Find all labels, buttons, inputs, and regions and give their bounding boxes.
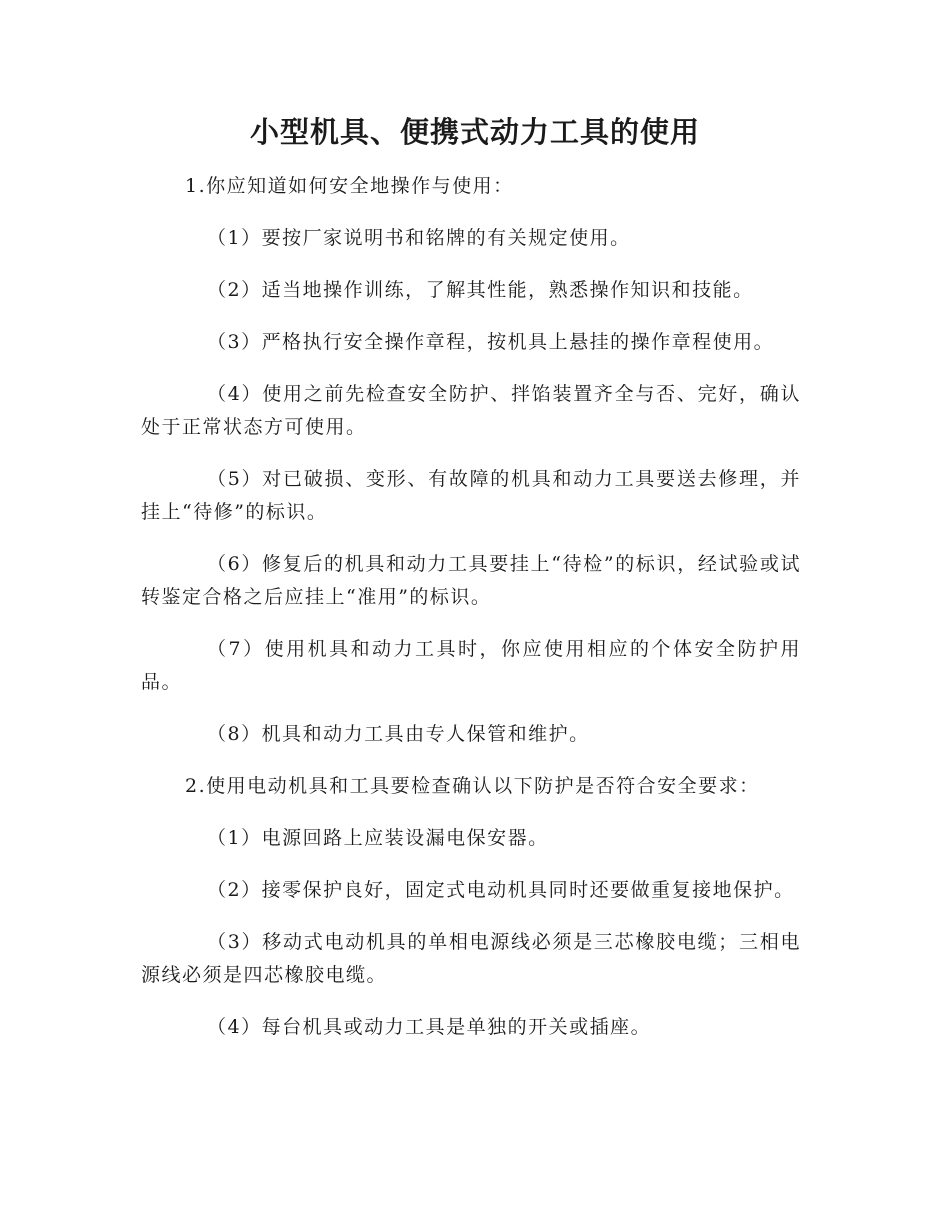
list-item-1-3: （3）严格执行安全操作章程，按机具上悬挂的操作章程使用。 xyxy=(207,331,775,353)
page-title: 小型机具、便携式动力工具的使用 xyxy=(249,115,700,149)
section-heading-2: 2.使用电动机具和工具要检查确认以下防护是否符合安全要求： xyxy=(185,775,760,797)
list-item-1-6: （6）修复后的机具和动力工具要挂上“待检”的标识，经试验或试转鉴定合格之后应挂上“准用”的标识。 xyxy=(141,553,801,608)
list-item-1-5: （5）对已破损、变形、有故障的机具和动力工具要送去修理，并挂上“待修”的标识。 xyxy=(141,468,801,523)
document-body xyxy=(141,170,801,1063)
list-item-2-1: （1）电源回路上应装设漏电保安器。 xyxy=(207,827,549,849)
list-item-1-8: （8）机具和动力工具由专人保管和维护。 xyxy=(207,723,590,745)
section-heading-1: 1.你应知道如何安全地操作与使用： xyxy=(185,175,514,197)
list-item-1-4: （4）使用之前先检查安全防护、拌馅装置齐全与否、完好，确认处于正常状态方可使用。 xyxy=(141,383,801,438)
list-item-1-1: （1）要按厂家说明书和铭牌的有关规定使用。 xyxy=(207,227,631,249)
list-item-2-2: （2）接零保护良好，固定式电动机具同时还要做重复接地保护。 xyxy=(207,879,795,901)
list-item-2-3: （3）移动式电动机具的单相电源线必须是三芯橡胶电缆；三相电源线必须是四芯橡胶电缆。 xyxy=(141,931,801,986)
list-item-1-2: （2）适当地操作训练，了解其性能，熟悉操作知识和技能。 xyxy=(207,279,754,301)
list-item-1-7: （7）使用机具和动力工具时，你应使用相应的个体安全防护用品。 xyxy=(141,638,801,693)
list-item-2-4: （4）每台机具或动力工具是单独的开关或插座。 xyxy=(207,1016,652,1038)
